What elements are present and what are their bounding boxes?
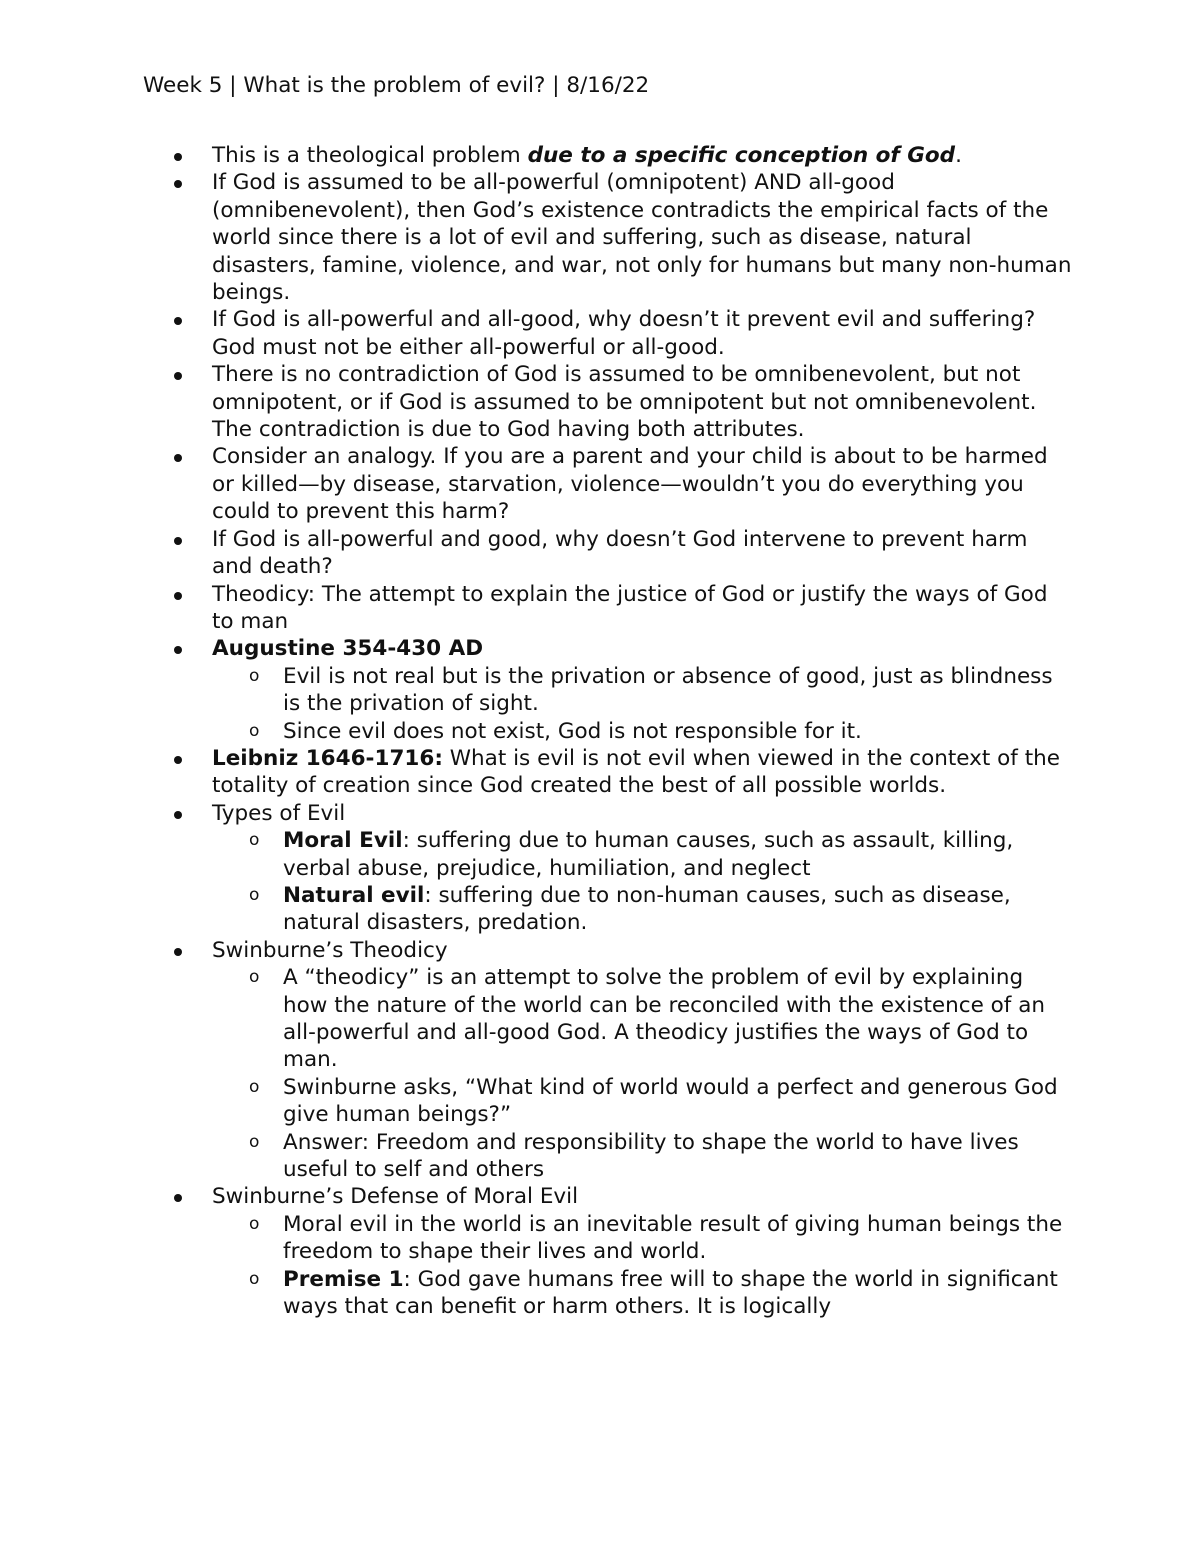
list-item: Augustine 354-430 AD [143, 635, 1073, 662]
sub-list-item: o Moral evil in the world is an inevitable result of giving human beings the freedom to shape their lives and world. [249, 1211, 1063, 1265]
page-title: Week 5 | What is the problem of evil? | 8/16/22 [143, 73, 650, 98]
sub-list-item: o Premise 1: God gave humans free will to shape the world in significant ways that can benefit or harm others. It is logically [249, 1266, 1058, 1320]
sub-bullet-icon: o [249, 1268, 260, 1289]
sub-bullet-icon: o [249, 830, 260, 851]
list-item: There is no contradiction of God is assumed to be omnibenevolent, but not omnipotent, or if God is assumed to be omnipotent but not omnibenevolent. The contradiction is due to God having both attributes. [143, 361, 1073, 443]
bullet-icon [174, 372, 182, 380]
sub-bullet-icon: o [249, 884, 260, 905]
list-item: If God is assumed to be all-powerful (omnipotent) AND all-good (omnibenevolent), then God’s existence contradicts the empirical facts of the world since there is a lot of evil and suffering, such as disease, natural disasters, famine, violence, and war, not only for humans but many non-human beings. [143, 169, 1073, 306]
list-item: Types of Evil [143, 800, 1073, 827]
bullet-icon [174, 646, 182, 654]
sub-list-item: o Since evil does not exist, God is not responsible for it. [249, 718, 862, 744]
bullet-icon [174, 811, 182, 819]
sub-list-item: o Moral Evil: suffering due to human causes, such as assault, killing, verbal abuse, prejudice, humiliation, and neglect [249, 828, 1014, 881]
bullet-icon [174, 756, 182, 764]
sub-bullet-icon: o [249, 1076, 260, 1097]
list-item: Swinburne’s Defense of Moral Evil [143, 1183, 1073, 1210]
sub-list-item: o Evil is not real but is the privation or absence of good, just as blindness is the privation of sight. [249, 663, 1053, 717]
bullet-icon [174, 180, 182, 188]
bullet-icon [174, 948, 182, 956]
bullet-icon [174, 1194, 182, 1202]
sub-bullet-icon: o [249, 665, 260, 686]
sub-bullet-icon: o [249, 720, 260, 741]
bullet-icon [174, 592, 182, 600]
list-item: This is a theological problem due to a specific conception of God. [143, 142, 1073, 169]
bullet-icon [174, 153, 182, 161]
list-item: Theodicy: The attempt to explain the justice of God or justify the ways of God to man [143, 581, 1073, 636]
list-item: If God is all-powerful and all-good, why doesn’t it prevent evil and suffering? God must not be either all-powerful or all-good. [143, 306, 1073, 361]
sub-bullet-icon: o [249, 1131, 260, 1152]
sub-bullet-icon: o [249, 967, 260, 988]
list-item: Leibniz 1646-1716: What is evil is not evil when viewed in the context of the totality of creation since God created the best of all possible worlds. [143, 745, 1073, 800]
bullet-icon [174, 537, 182, 545]
list-item: If God is all-powerful and good, why doesn’t God intervene to prevent harm and death? [143, 526, 1073, 581]
sub-list-item: o Natural evil: suffering due to non-human causes, such as disease, natural disasters, predation. [249, 882, 1011, 936]
sub-list-item: o A “theodicy” is an attempt to solve the problem of evil by explaining how the nature of the world can be reconciled with the existence of an all-powerful and all-good God. A theodicy justifies the ways of God to man. [249, 965, 1045, 1073]
sub-list-item: o Swinburne asks, “What kind of world would a perfect and generous God give human beings?” [249, 1074, 1058, 1128]
sub-list-item: o Answer: Freedom and responsibility to shape the world to have lives useful to self and others [249, 1129, 1019, 1183]
notes-list [143, 142, 1073, 1320]
bullet-icon [174, 454, 182, 462]
list-item: Swinburne’s Theodicy [143, 937, 1073, 964]
sub-bullet-icon: o [249, 1213, 260, 1234]
list-item: Consider an analogy. If you are a parent and your child is about to be harmed or killed—by disease, starvation, violence—wouldn’t you do everything you could to prevent this harm? [143, 443, 1073, 525]
bullet-icon [174, 317, 182, 325]
